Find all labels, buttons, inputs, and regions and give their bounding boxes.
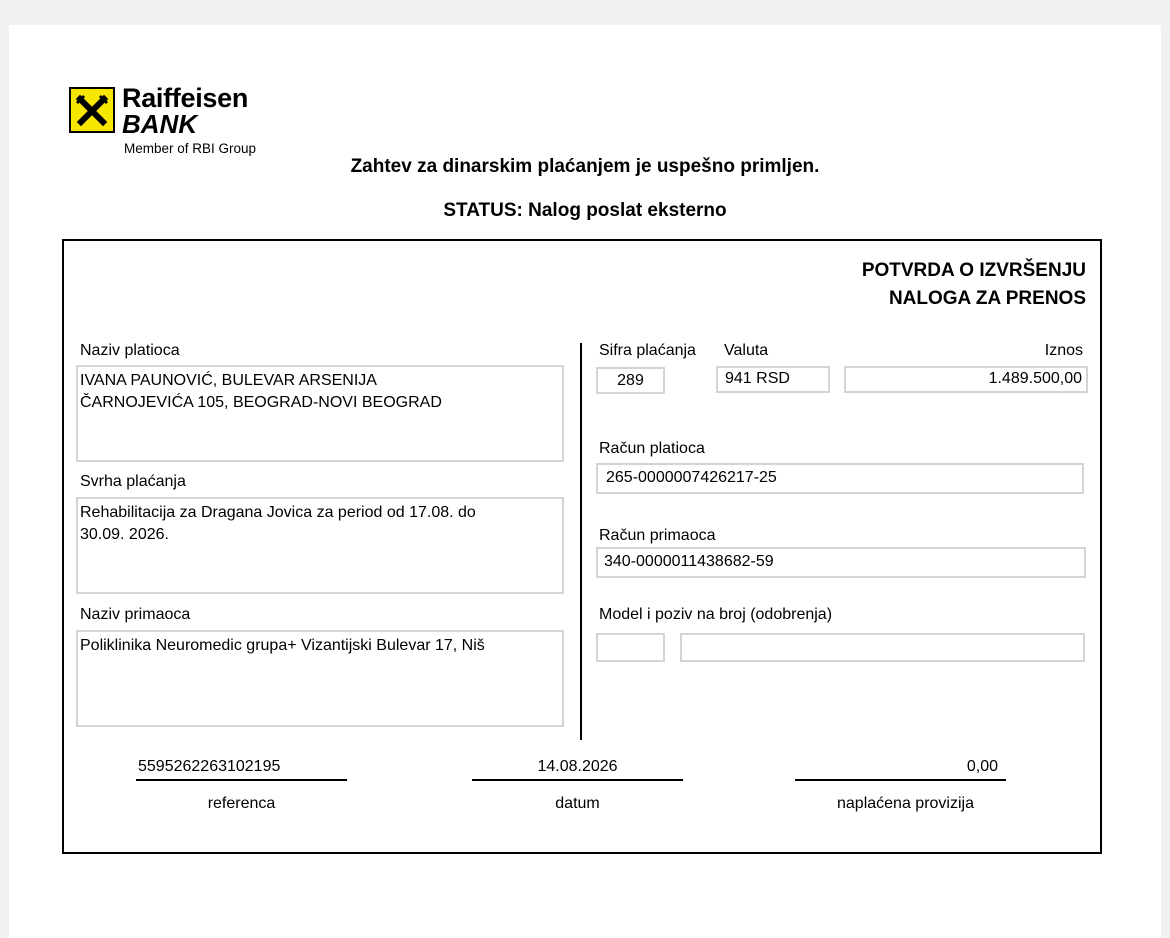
model-reference-label: Model i poziv na broj (odobrenja) xyxy=(599,606,833,623)
purpose-field xyxy=(76,497,564,594)
reference-number-field xyxy=(680,633,1085,662)
recipient-account-field xyxy=(596,547,1086,578)
raiffeisen-logo xyxy=(69,85,259,160)
currency-field xyxy=(716,366,830,393)
purpose-line2: 30.09. 2026. xyxy=(80,526,169,543)
purpose-label: Svrha plaćanja xyxy=(80,473,186,490)
currency-value: 941 RSD xyxy=(725,370,790,387)
payment-code-field xyxy=(596,367,665,394)
payer-account-value: 265-0000007426217-25 xyxy=(606,469,777,486)
amount-field xyxy=(844,366,1088,393)
recipient-account-value: 340-0000011438682-59 xyxy=(604,553,774,570)
payer-account-field xyxy=(596,463,1084,494)
commission-value: 0,00 xyxy=(966,758,998,775)
logo-bank-name: Raiffeisen xyxy=(122,83,249,113)
payer-account-label: Račun platioca xyxy=(599,440,705,457)
logo-member-text: Member of RBI Group xyxy=(124,141,257,156)
recipient-name-label: Naziv primaoca xyxy=(80,606,191,623)
currency-label: Valuta xyxy=(724,342,769,359)
document-title xyxy=(862,257,1086,313)
date-value: 14.08.2026 xyxy=(537,758,618,775)
date-label: datum xyxy=(555,795,600,812)
payer-name-label: Naziv platioca xyxy=(80,342,180,359)
recipient-name-field xyxy=(76,630,564,727)
payer-name-field xyxy=(76,365,564,462)
payment-code-label: Sifra plaćanja xyxy=(599,342,696,359)
commission-line xyxy=(795,779,1006,781)
column-divider xyxy=(580,343,582,740)
amount-label: Iznos xyxy=(1044,342,1083,359)
logo-bank-word: BANK xyxy=(122,109,198,139)
document-title-line2: NALOGA ZA PRENOS xyxy=(888,288,1086,309)
document-title-line1: POTVRDA O IZVRŠENJU xyxy=(861,260,1086,281)
payment-confirmation-form xyxy=(62,239,1102,854)
payment-code-value: 289 xyxy=(617,372,644,389)
purpose-line1: Rehabilitacija za Dragana Jovica za period od 17.08. do xyxy=(80,504,476,521)
commission-label: naplaćena provizija xyxy=(837,795,974,812)
payer-name-line1: IVANA PAUNOVIĆ, BULEVAR ARSENIJA xyxy=(80,372,377,389)
payer-name-line2: ČARNOJEVIĆA 105, BEOGRAD-NOVI BEOGRAD xyxy=(80,394,442,411)
reference-value: 5595262263102195 xyxy=(138,758,281,775)
amount-value: 1.489.500,00 xyxy=(988,370,1082,387)
reference-label: referenca xyxy=(207,795,276,812)
gable-cross-icon xyxy=(69,87,115,133)
date-line xyxy=(472,779,683,781)
model-field xyxy=(596,633,665,662)
recipient-account-label: Račun primaoca xyxy=(599,527,716,544)
reference-line xyxy=(136,779,347,781)
recipient-name-value: Poliklinika Neuromedic grupa+ Vizantijski Bulevar 17, Niš xyxy=(80,637,485,654)
success-message: Zahtev za dinarskim plaćanjem je uspešno primljen. xyxy=(350,156,820,177)
status-text: STATUS: Nalog poslat eksterno xyxy=(443,200,727,221)
